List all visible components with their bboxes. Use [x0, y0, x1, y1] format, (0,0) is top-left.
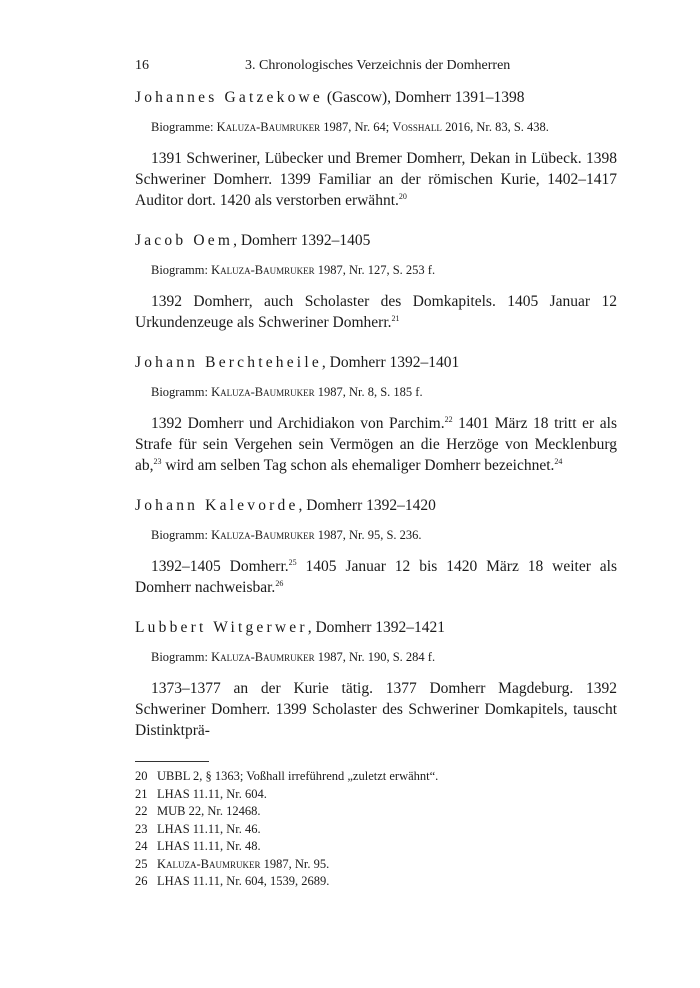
entry-heading	[135, 88, 617, 108]
footnote-ref[interactable]: 24	[554, 456, 563, 466]
entry-text	[135, 291, 617, 333]
biogram	[151, 118, 617, 136]
text-part: 1391 Schweriner, Lübecker und Bremer Domherr, Dekan in Lübeck. 1398 Schweriner Domherr. 1399 Familiar an der römischen Kurie, 1402–1417 Auditor dort. 1420 als verstorben erwähnt.	[135, 150, 617, 209]
entry-suffix: , Domherr 1392–1405	[233, 232, 371, 249]
bio-end: 2016, Nr. 83, S. 438.	[441, 120, 549, 134]
footnote-number: 21	[135, 786, 148, 801]
entry-suffix: , Domherr 1392–1401	[321, 354, 460, 371]
entry-text	[135, 148, 617, 211]
biogram	[151, 261, 617, 279]
footnote-text: LHAS 11.11, Nr. 604, 1539, 2689.	[157, 874, 330, 888]
entry-heading	[135, 618, 617, 638]
footnote	[135, 821, 617, 839]
footnote-ref[interactable]: 26	[275, 578, 284, 588]
text-part: 1392–1405 Domherr.	[151, 558, 289, 575]
entry-text	[135, 556, 617, 598]
text-part: wird am selben Tag schon als ehemaliger Domherr bezeichnet.	[161, 457, 555, 474]
page	[135, 58, 617, 891]
bio-prefix: Biogramm:	[151, 650, 212, 664]
entry-heading	[135, 496, 617, 516]
entry-heading	[135, 231, 617, 251]
bio-end: 1987, Nr. 95, S. 236.	[314, 528, 422, 542]
footnote-number: 23	[135, 821, 148, 836]
bio-author: Vosshall	[392, 120, 442, 134]
bio-end: 1987, Nr. 8, S. 185 f.	[314, 385, 423, 399]
bio-end: 1987, Nr. 190, S. 284 f.	[314, 650, 436, 664]
entry-name: Jacob Oem	[135, 232, 234, 249]
entry-text	[135, 678, 617, 741]
bio-mid: 1987, Nr. 64;	[320, 120, 393, 134]
biogram	[151, 383, 617, 401]
entry-suffix: , Domherr 1392–1420	[298, 497, 436, 514]
text-part: 1405 Januar 12 bis 1420 März 18 weiter als Domherr nachweisbar.	[135, 558, 617, 596]
bio-author: Kaluza-Baumruker	[211, 650, 315, 664]
footnote-number: 24	[135, 839, 148, 853]
footnote-text: 1987, Nr. 95.	[260, 856, 330, 871]
footnote	[135, 873, 617, 891]
entry-name: Johann Kalevorde	[135, 497, 299, 514]
footnote-rule	[135, 761, 209, 762]
footnote-ref[interactable]: 23	[153, 456, 162, 466]
page-number: 16	[135, 58, 149, 73]
footnote	[135, 768, 617, 786]
biogram	[151, 648, 617, 666]
bio-end: 1987, Nr. 127, S. 253 f.	[314, 263, 436, 277]
footnotes	[135, 768, 617, 891]
footnote-text: UBBL 2, § 1363; Voßhall irreführend „zuletzt erwähnt“.	[157, 769, 439, 783]
entry-name: Johann Berchteheile	[135, 354, 322, 371]
footnote-text: LHAS 11.11, Nr. 46.	[157, 821, 261, 836]
entry-berchteheile	[135, 353, 617, 476]
footnote-author: Kaluza-Baumruker	[157, 856, 261, 871]
footnote-ref[interactable]: 21	[391, 313, 400, 323]
footnote	[135, 856, 617, 874]
entry-heading	[135, 353, 617, 373]
footnote	[135, 838, 617, 856]
text-part: 1401 März 18 tritt er als Strafe für sein Vergehen sein Vermögen an die Herzöge von Mecklenburg ab,	[135, 415, 617, 474]
footnote-number: 22	[135, 804, 148, 818]
biogram	[151, 526, 617, 544]
footnote-text: LHAS 11.11, Nr. 604.	[157, 786, 267, 801]
footnote	[135, 803, 617, 821]
entry-text	[135, 413, 617, 476]
bio-author: Kaluza-Baumruker	[211, 528, 315, 542]
footnote	[135, 786, 617, 804]
footnote-ref[interactable]: 25	[288, 557, 297, 567]
running-title: 3. Chronologisches Verzeichnis der Domherren	[245, 58, 511, 73]
footnote-number: 26	[135, 874, 148, 888]
entry-suffix: (Gascow), Domherr 1391–1398	[323, 89, 525, 106]
running-head	[135, 58, 617, 78]
footnote-ref[interactable]: 20	[398, 191, 407, 201]
footnote-number: 20	[135, 769, 148, 783]
entry-gatzekowe	[135, 88, 617, 211]
entry-name: Lubbert Witgerwer	[135, 619, 308, 636]
entry-suffix: , Domherr 1392–1421	[307, 619, 446, 636]
bio-prefix: Biogramm:	[151, 263, 212, 277]
entry-witgerwer	[135, 618, 617, 741]
bio-author: Kaluza-Baumruker	[211, 385, 315, 399]
footnote-ref[interactable]: 22	[444, 414, 453, 424]
bio-author: Kaluza-Baumruker	[211, 263, 315, 277]
text-part: 1392 Domherr, auch Scholaster des Domkapitels. 1405 Januar 12 Urkundenzeuge als Schweriner Domherr.	[135, 293, 617, 331]
footnote-text: LHAS 11.11, Nr. 48.	[157, 839, 261, 853]
entry-oem	[135, 231, 617, 333]
text-part: 1373–1377 an der Kurie tätig. 1377 Domherr Magdeburg. 1392 Schweriner Domherr. 1399 Scholaster des Schweriner Domkapitels, tauscht Distinktprä-	[135, 680, 617, 739]
bio-author: Kaluza-Baumruker	[216, 120, 321, 134]
entry-kalevorde	[135, 496, 617, 598]
bio-prefix: Biogramme:	[151, 120, 217, 134]
bio-prefix: Biogramm:	[151, 528, 212, 542]
entry-name: Johannes Gatzekowe	[135, 89, 324, 106]
footnote-text: MUB 22, Nr. 12468.	[157, 804, 261, 818]
footnote-number: 25	[135, 856, 148, 871]
bio-prefix: Biogramm:	[151, 385, 212, 399]
text-part: 1392 Domherr und Archidiakon von Parchim.	[151, 415, 445, 432]
